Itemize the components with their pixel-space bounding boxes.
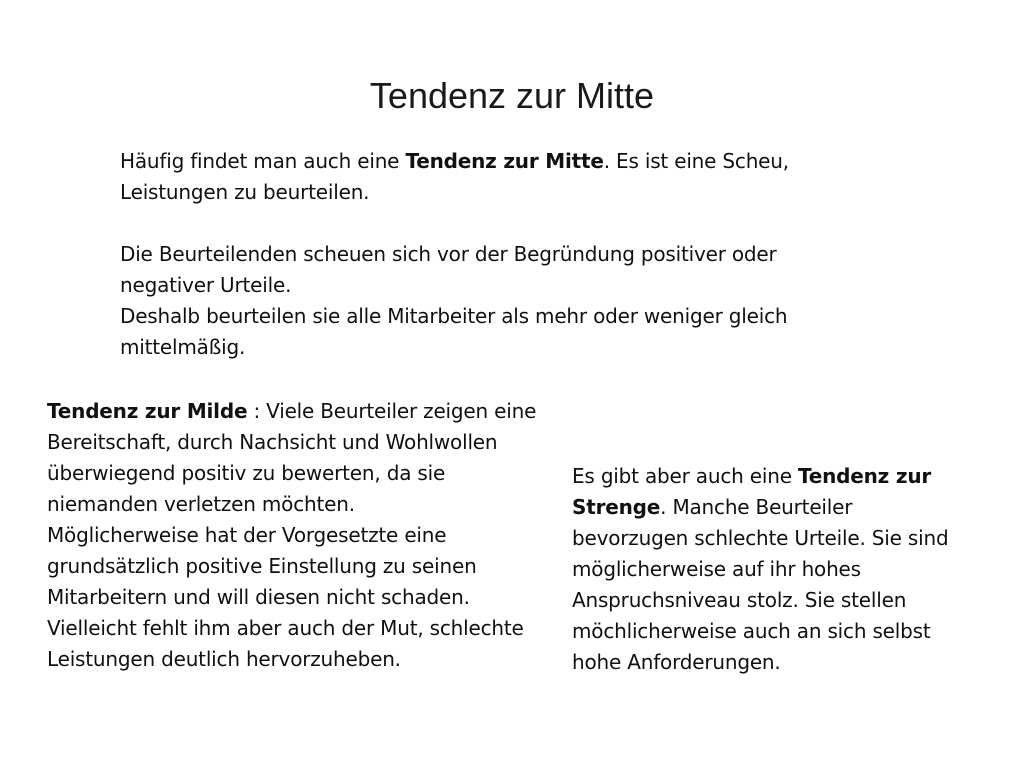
strenge-paragraph [572,461,972,678]
milde-text-1: : Viele Beurteiler zeigen eine Bereitschaft, durch Nachsicht und Wohlwollen überwiegend positiv zu bewerten, da sie niemanden verletzen möchten. [47,399,537,516]
intro-paragraph-1 [120,146,860,208]
strenge-bold: Tendenz zur Strenge [572,464,932,519]
intro-paragraph-2: Die Beurteilenden scheuen sich vor der Begründung positiver oder negativer Urteile. [120,242,777,297]
intro-p1-pre: Häufig findet man auch eine [120,149,406,173]
slide-title: Tendenz zur Mitte [369,75,655,116]
strenge-text-block [572,461,972,678]
paragraph-spacer [120,208,860,239]
milde-paragraph-2: Möglicherweise hat der Vorgesetzte eine grundsätzlich positive Einstellung zu seinen Mitarbeitern und will diesen nicht schaden. Vielleicht fehlt ihm aber auch der Mut, schlechte Leistungen deutlich hervorzuheben. [47,523,524,671]
milde-paragraph-1 [47,396,537,520]
strenge-pre: Es gibt aber auch eine [572,464,798,488]
intro-text-block [120,146,860,363]
intro-p1-post: . Es ist eine Scheu, Leistungen zu beurteilen. [120,149,789,204]
milde-text-block [47,396,537,675]
milde-bold: Tendenz zur Milde [47,399,248,423]
intro-p1-bold: Tendenz zur Mitte [405,149,604,173]
strenge-post: . Manche Beurteiler bevorzugen schlechte Urteile. Sie sind möglicherweise auf ihr hohes Anspruchsniveau stolz. Sie stellen möchlicherweise auch an sich selbst hohe Anforderungen. [572,495,949,674]
intro-paragraph-3: Deshalb beurteilen sie alle Mitarbeiter als mehr oder weniger gleich mittelmäßig. [120,304,788,359]
